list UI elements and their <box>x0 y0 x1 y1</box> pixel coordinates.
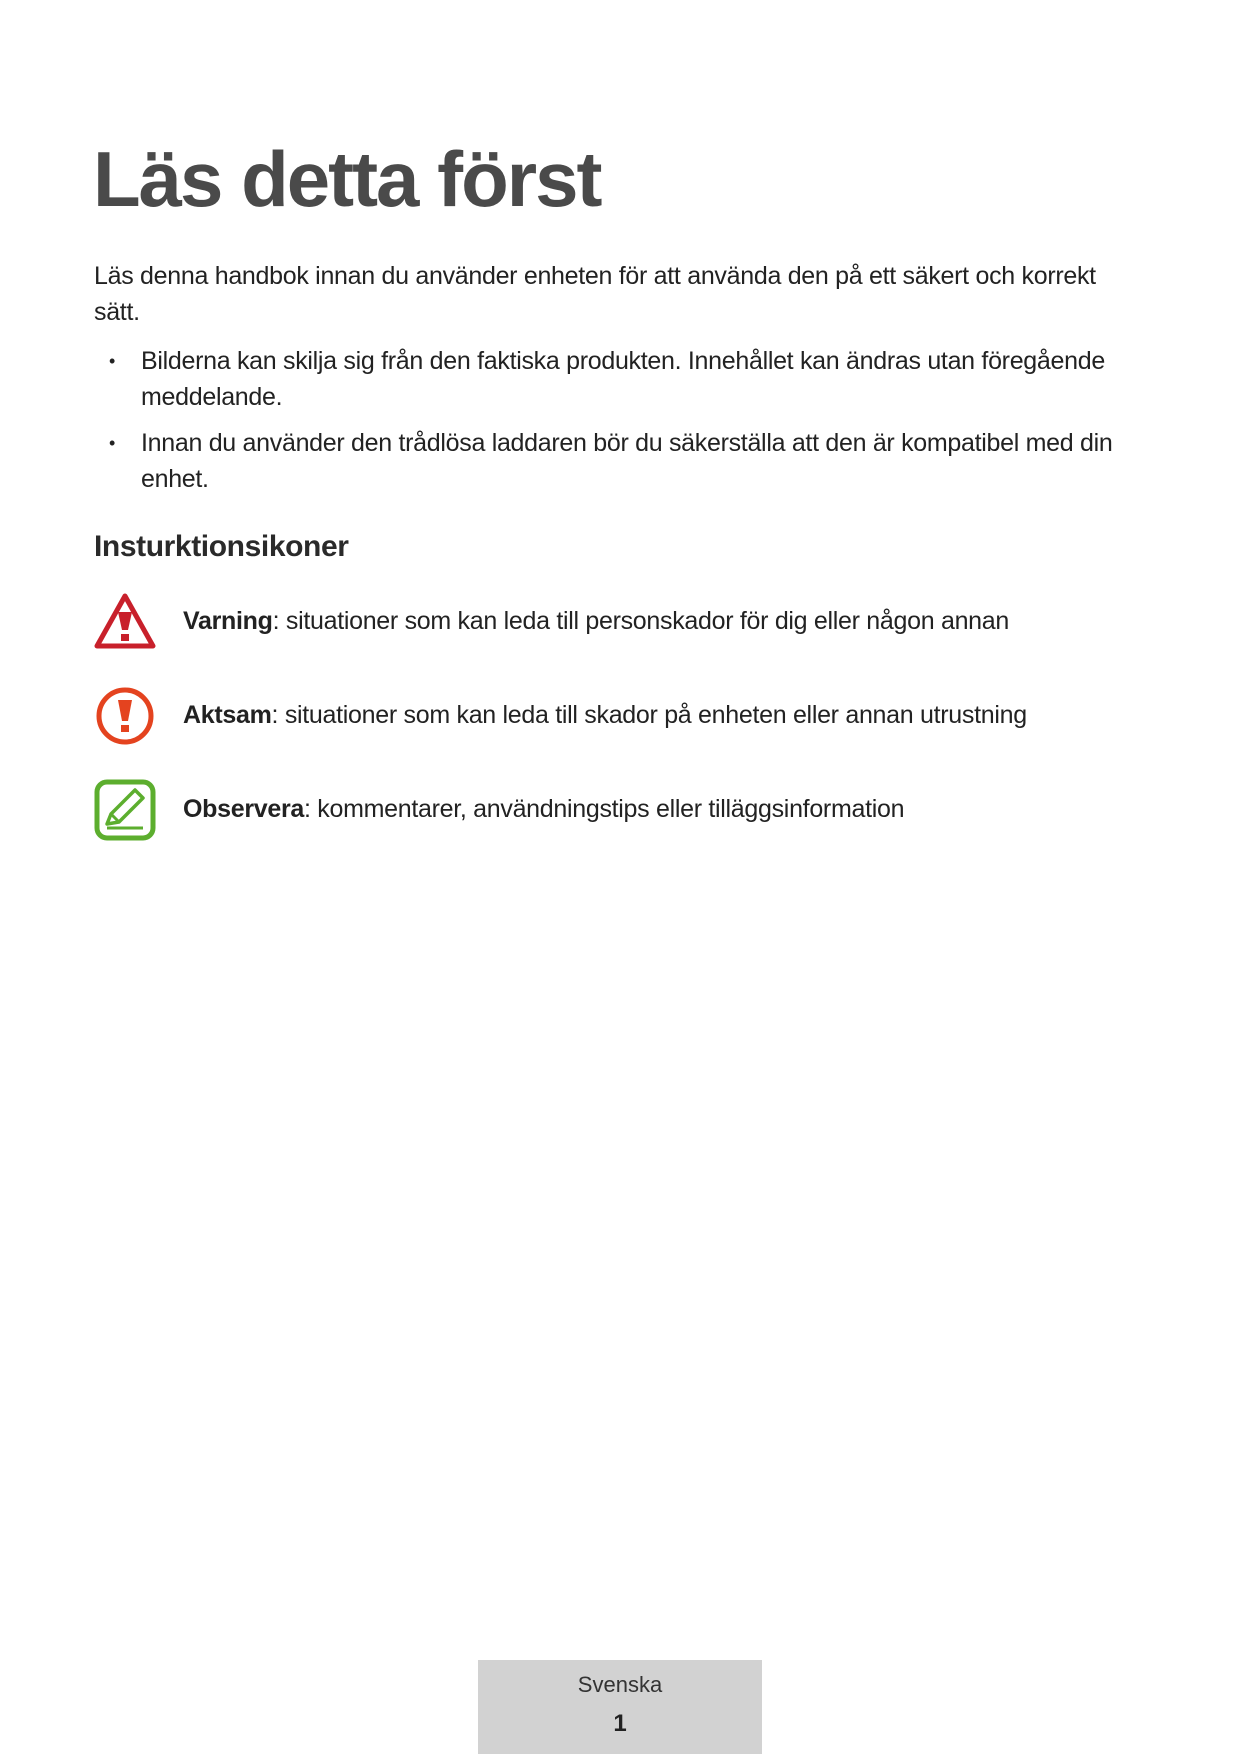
instruction-description: : situationer som kan leda till personskador för dig eller någon annan <box>272 607 1009 635</box>
page-number: 1 <box>613 1710 627 1737</box>
bullet-dot: • <box>109 433 116 453</box>
caution-circle-icon <box>93 684 157 748</box>
list-item-text: Bilderna kan skilja sig från den faktiska produkten. Innehållet kan ändras utan föregående meddelande. <box>141 347 1105 411</box>
list-item <box>94 343 1154 415</box>
note-pencil-icon <box>93 778 157 842</box>
instruction-description: : kommentarer, användningstips eller tilläggsinformation <box>304 795 905 823</box>
instruction-term: Varning <box>183 607 273 635</box>
instruction-term: Observera <box>183 795 304 823</box>
bullet-list <box>94 343 1154 507</box>
instruction-row-warning <box>93 590 1143 654</box>
section-heading: Insturktionsikoner <box>94 530 349 563</box>
instruction-text <box>183 604 1009 638</box>
bullet-dot: • <box>109 351 116 371</box>
list-item <box>94 425 1154 497</box>
footer-language: Svenska <box>577 1672 663 1697</box>
instruction-term: Aktsam <box>183 701 272 729</box>
page-title: Läs detta först <box>93 135 601 223</box>
instruction-row-caution <box>93 684 1143 748</box>
instruction-text <box>183 792 904 826</box>
list-item-text: Innan du använder den trådlösa laddaren bör du säkerställa att den är kompatibel med din enhet. <box>141 429 1113 493</box>
intro-paragraph: Läs denna handbok innan du använder enheten för att använda den på ett säkert och korrekt sätt. <box>94 262 1096 326</box>
instruction-description: : situationer som kan leda till skador på enheten eller annan utrustning <box>271 701 1027 729</box>
warning-triangle-icon <box>93 590 157 654</box>
instruction-row-note <box>93 778 1143 842</box>
instruction-text <box>183 698 1027 732</box>
page-footer <box>478 1660 762 1754</box>
